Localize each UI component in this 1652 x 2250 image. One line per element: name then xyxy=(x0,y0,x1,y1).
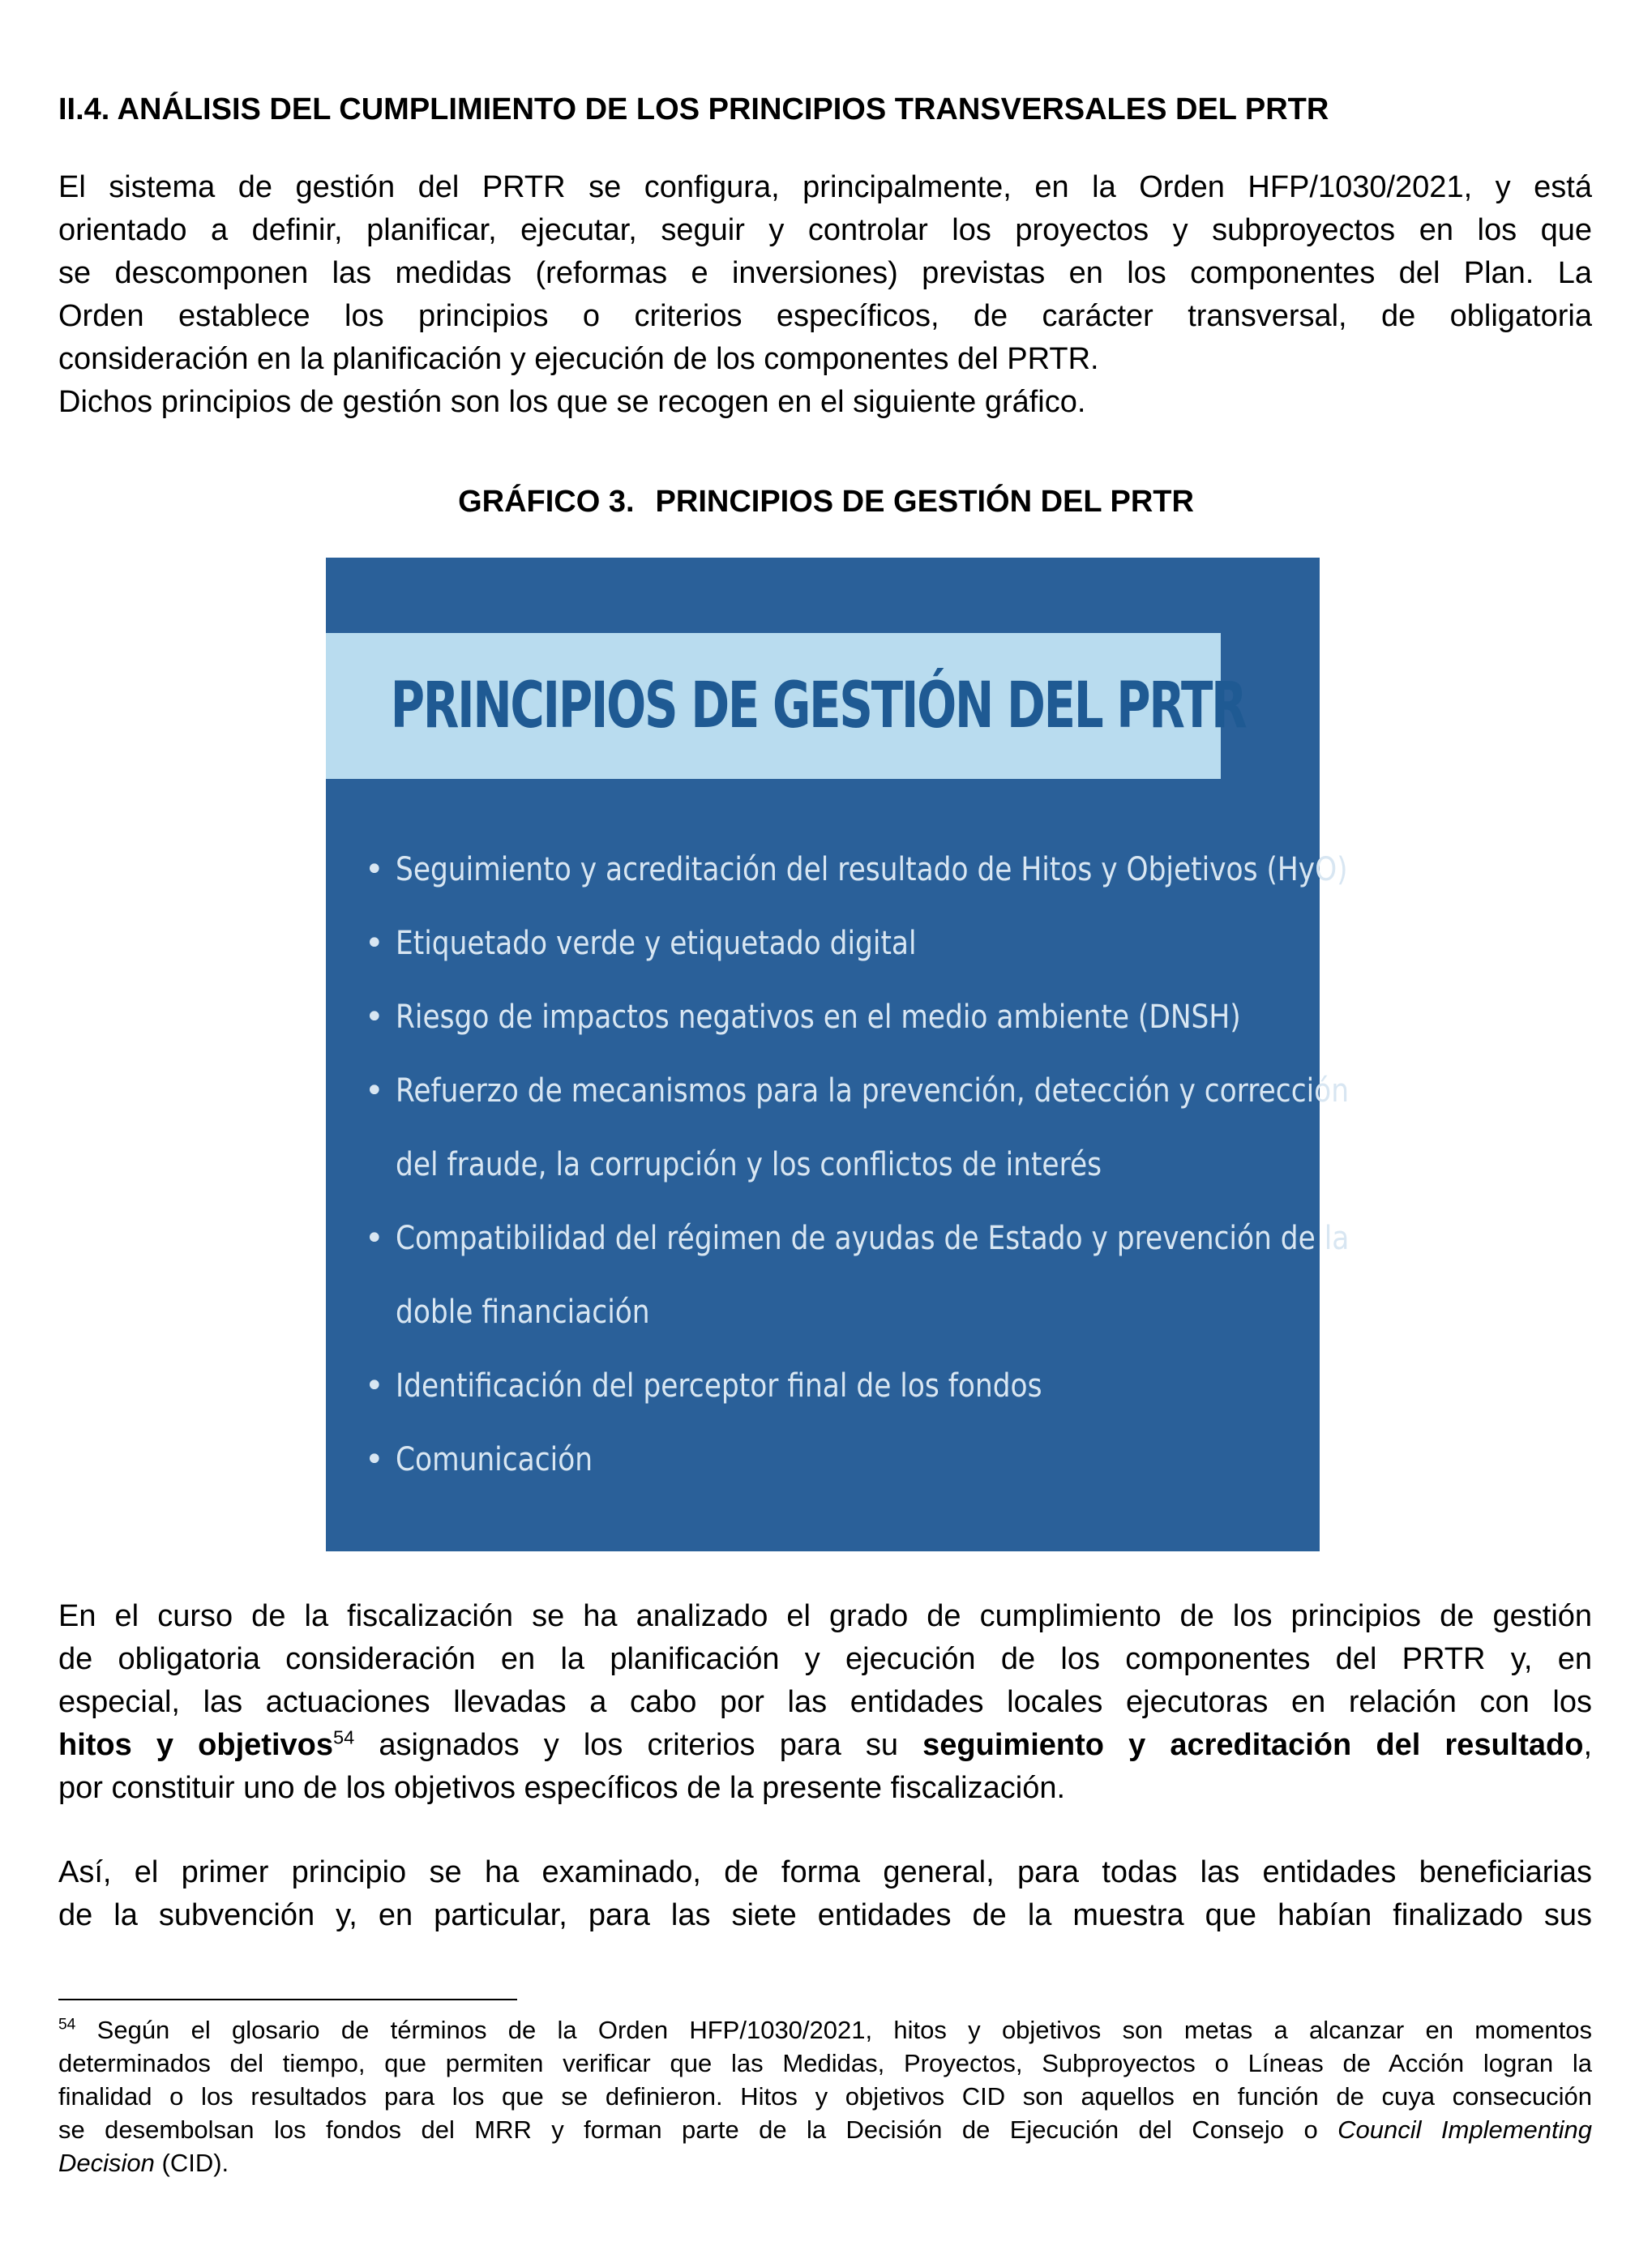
figure-header-title: PRINCIPIOS DE GESTIÓN DEL PRTR xyxy=(391,669,1246,742)
section-title: II.4. ANÁLISIS DEL CUMPLIMIENTO DE LOS PRINCIPIOS TRANSVERSALES DEL PRTR xyxy=(58,92,1329,126)
figure-header-band xyxy=(326,633,1246,779)
bullet-icon: • xyxy=(365,1072,384,1110)
list-item xyxy=(365,907,1297,981)
bullet-icon: • xyxy=(365,925,384,962)
figure-caption xyxy=(0,480,1652,524)
paragraph-line: Así, el primer principio se ha examinado, de forma general, para todas las entidades beneficiarias xyxy=(58,1855,1592,1889)
footnote-ref: 54 xyxy=(332,1726,355,1748)
footnote-line: finalidad o los resultados para los que se definieron. Hitos y objetivos CID son aquellos en función de cuya consecución xyxy=(58,2082,1592,2111)
list-item-text: Comunicación xyxy=(396,1441,593,1478)
paragraph-line: de obligatoria consideración en la planificación y ejecución de los componentes del PRTR y, en xyxy=(58,1642,1592,1676)
intro-line: El sistema de gestión del PRTR se configura, principalmente, en la Orden HFP/1030/2021, y está xyxy=(58,170,1592,204)
list-item xyxy=(365,1350,1297,1423)
principles-list xyxy=(365,833,1350,1497)
footnote-text: (CID). xyxy=(154,2149,229,2177)
bold-term: hitos y objetivos xyxy=(58,1728,333,1762)
footnote-line xyxy=(58,2113,1592,2146)
footnote-line xyxy=(58,2146,1592,2179)
intro-last-line xyxy=(58,381,1592,424)
bullet-icon: • xyxy=(365,1220,384,1257)
list-item xyxy=(365,1202,1350,1276)
intro-last-text: Dichos principios de gestión son los que se recogen en el siguiente gráfico. xyxy=(58,385,1086,419)
list-item-continuation xyxy=(365,1276,1297,1350)
figure-number: GRÁFICO 3. xyxy=(458,485,635,519)
list-item-text: Riesgo de impactos negativos en el medio ambiente (DNSH) xyxy=(396,999,1241,1036)
footnote-italic: Council Implementing xyxy=(1337,2115,1592,2144)
intro-line: se descomponen las medidas (reformas e inversiones) previstas en los componentes del Plan. La xyxy=(58,256,1592,290)
footnote xyxy=(58,2013,1592,2179)
list-item xyxy=(365,1423,1297,1497)
footnote-divider xyxy=(58,1999,517,2000)
list-item-text: Seguimiento y acreditación del resultado de Hitos y Objetivos (HyO) xyxy=(396,851,1348,888)
intro-line: orientado a definir, planificar, ejecutar, seguir y controlar los proyectos y subproyectos en los que xyxy=(58,213,1592,247)
list-item-continuation xyxy=(365,1128,1297,1202)
principle-paragraph xyxy=(58,1851,1592,1937)
intro-line: Orden establece los principios o criterios específicos, de carácter transversal, de obligatoria xyxy=(58,299,1592,333)
list-item-text: Etiquetado verde y etiquetado digital xyxy=(396,925,917,962)
list-item xyxy=(365,981,1297,1054)
paragraph-line xyxy=(58,1724,1592,1767)
footnote-number: 54 xyxy=(58,2016,76,2034)
list-item-text: Identificación del perceptor final de los fondos xyxy=(396,1367,1042,1405)
list-item-text: del fraude, la corrupción y los conflictos de interés xyxy=(396,1146,1102,1183)
paragraph-line: especial, las actuaciones llevadas a cabo por las entidades locales ejecutoras en relación con los xyxy=(58,1685,1592,1719)
list-item-text: Compatibilidad del régimen de ayudas de Estado y prevención de la xyxy=(396,1220,1350,1257)
analysis-paragraph xyxy=(58,1595,1592,1810)
footnote-line: determinados del tiempo, que permiten verificar que las Medidas, Proyectos, Subproyectos o Líneas de Acción logran la xyxy=(58,2049,1592,2077)
bold-term: seguimiento y acreditación del resultado xyxy=(922,1728,1584,1762)
figure-caption-text: PRINCIPIOS DE GESTIÓN DEL PRTR xyxy=(655,485,1194,519)
list-item-text: Refuerzo de mecanismos para la prevención, detección y corrección xyxy=(396,1072,1350,1110)
intro-line: consideración en la planificación y ejecución de los componentes del PRTR. xyxy=(58,342,1099,376)
paragraph-text: , xyxy=(1583,1728,1592,1762)
paragraph-line: En el curso de la fiscalización se ha analizado el grado de cumplimiento de los principios de gestión xyxy=(58,1599,1592,1633)
bullet-icon: • xyxy=(365,1367,384,1405)
footnote-text: se desembolsan los fondos del MRR y forman parte de la Decisión de Ejecución del Consejo o xyxy=(58,2115,1338,2144)
principles-figure xyxy=(326,558,1350,1551)
bullet-icon: • xyxy=(365,851,384,888)
footnote-italic: Decision xyxy=(58,2149,155,2177)
footnote-line xyxy=(58,2013,1592,2047)
paragraph-line: por constituir uno de los objetivos específicos de la presente fiscalización. xyxy=(58,1771,1066,1805)
footnote-text: Según el glosario de términos de la Orden HFP/1030/2021, hitos y objetivos son metas a alcanzar en momentos xyxy=(75,2016,1592,2044)
bullet-icon: • xyxy=(365,999,384,1036)
paragraph-text: asignados y los criterios para su xyxy=(354,1728,923,1762)
list-item-text: doble financiación xyxy=(396,1294,650,1331)
intro-paragraph xyxy=(58,166,1592,381)
list-item xyxy=(365,833,1348,907)
list-item xyxy=(365,1054,1350,1128)
paragraph-line: de la subvención y, en particular, para las siete entidades de la muestra que habían finalizado sus xyxy=(58,1898,1592,1932)
bullet-icon: • xyxy=(365,1441,384,1478)
